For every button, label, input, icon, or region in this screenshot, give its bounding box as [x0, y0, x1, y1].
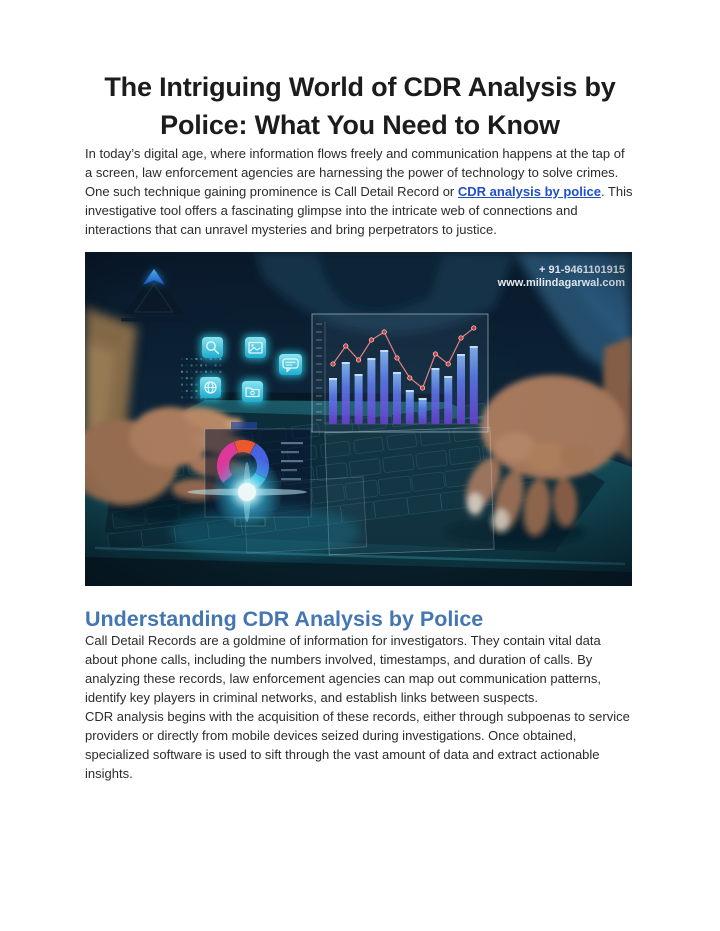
paragraph-cdr-acquisition: CDR analysis begins with the acquisition of these records, either through subpoenas to service providers or directly from mobile devices seized during investigations. Once obtained, specialized software is used to sift through the vast amount of data and extract actionable insights.	[85, 709, 630, 782]
cdr-analysis-link[interactable]: CDR analysis by police	[457, 183, 601, 199]
intro-text-after-link: . This investigative tool offers a fascinating glimpse into the intricate web of connections and interactions that can unravel mysteries and bring perpetrators to justice.	[85, 183, 633, 237]
section-heading: Understanding CDR Analysis by Police	[85, 606, 484, 631]
page-title	[85, 68, 635, 145]
hero-image	[85, 252, 632, 586]
intro-paragraph	[85, 145, 635, 240]
paragraph-cdr-goldmine: Call Detail Records are a goldmine of information for investigators. They contain vital data about phone calls, including the numbers involved, timestamps, and duration of calls. By analyzing these records, law enforcement agencies can map out communication patterns, identify key players in criminal networks, and establish links between suspects.	[85, 633, 601, 706]
intro-text-before-link: In today’s digital age, where information flows freely and communication happens at the tap of a screen, law enforcement agencies are harnessing the power of technology to solve crimes. One such technique gaining prominence is Call Detail Record or	[85, 145, 625, 199]
hero-photo-laptop-cdr	[85, 252, 632, 586]
title-line-2: Police: What You Need to Know	[160, 110, 560, 141]
title-line-1: The Intriguing World of CDR Analysis by	[104, 72, 616, 102]
photo-vignette	[85, 252, 632, 586]
